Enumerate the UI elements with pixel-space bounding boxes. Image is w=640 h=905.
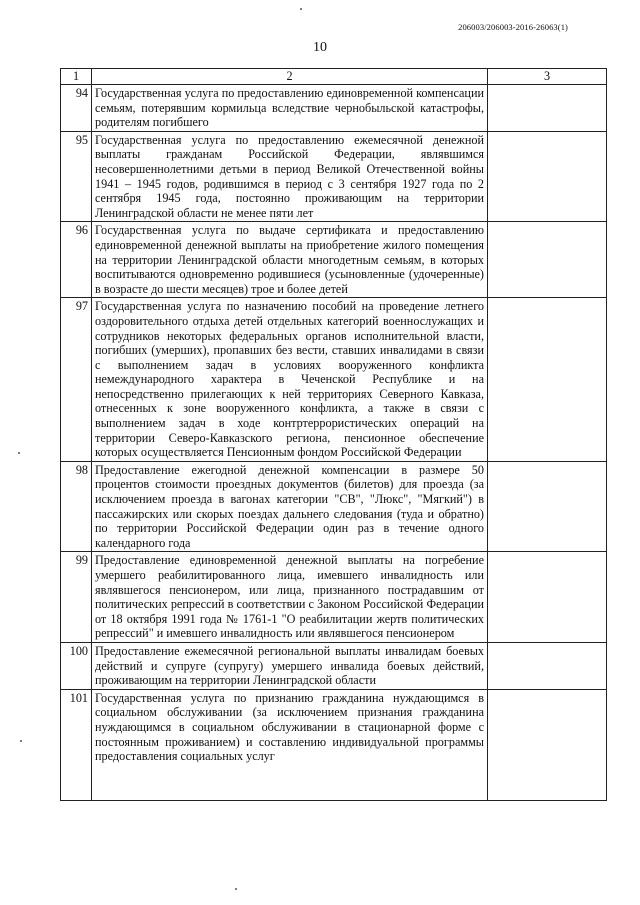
row-extra-cell: [488, 85, 607, 132]
service-description: Предоставление единовременной денежной выплаты на погребение умершего реабилитированного лица, имевшего инвалидность или являвшегося пенсионером, или лица, признанного пострадавшим от политических репрессий в соответствии с Законом Российской Федерации от 18 октября 1991 года № 1761-1 "О реабилитации жертв политических репрессий" и имевшего инвалидность или являвшегося пенсионером: [92, 552, 488, 643]
row-extra-cell: [488, 131, 607, 222]
service-description: Предоставление ежегодной денежной компенсации в размере 50 процентов стоимости проездных документов (билетов) для проезда (за исключением проезда в вагонах категории "СВ", "Люкс", "Мягкий") в пассажирских или скорых поездах дальнего следования (туда и обратно) по территории Российской Федерации один раз в течение одного календарного года: [92, 461, 488, 552]
table-row: [61, 461, 607, 552]
row-extra-cell: [488, 689, 607, 800]
row-extra-cell: [488, 642, 607, 689]
row-number: 95: [61, 131, 92, 222]
column-header-number: 1: [61, 69, 92, 85]
scan-speck: [235, 888, 237, 890]
row-number: 101: [61, 689, 92, 800]
row-number: 96: [61, 222, 92, 298]
scan-speck: [20, 740, 22, 742]
service-description: Государственная услуга по предоставлению ежемесячной денежной выплаты гражданам Российской Федерации, являвшимся несовершеннолетними детьми в период Великой Отечественной войны 1941 – 1945 годов, родившимся в период с 3 сентября 1927 года по 2 сентября 1945 года, постоянно проживающим на территории Ленинградской области не менее пяти лет: [92, 131, 488, 222]
row-number: 94: [61, 85, 92, 132]
column-header-service: 2: [92, 69, 488, 85]
document-code: 206003/206003-2016-26063(1): [458, 22, 568, 32]
row-extra-cell: [488, 552, 607, 643]
scan-speck: [300, 8, 302, 10]
table-header-row: [61, 69, 607, 85]
column-header-third: 3: [488, 69, 607, 85]
row-number: 99: [61, 552, 92, 643]
row-extra-cell: [488, 222, 607, 298]
row-extra-cell: [488, 298, 607, 462]
table-row: [61, 642, 607, 689]
table-row: [61, 298, 607, 462]
page-number: 10: [313, 40, 327, 55]
table-row: [61, 85, 607, 132]
row-number: 98: [61, 461, 92, 552]
scan-speck: [18, 452, 20, 454]
table-row: [61, 552, 607, 643]
service-description: Государственная услуга по предоставлению единовременной компенсации семьям, потерявшим кормильца вследствие чернобыльской катастрофы, родителям погибшего: [92, 85, 488, 132]
service-description: Государственная услуга по признанию гражданина нуждающимся в социальном обслуживании (за исключением признания гражданина нуждающимся в социальном обслуживании в стационарной форме с постоянным проживанием) и составлению индивидуальной программы предоставления социальных услуг: [92, 689, 488, 800]
services-table: [60, 68, 607, 801]
table-row: [61, 131, 607, 222]
service-description: Государственная услуга по назначению пособий на проведение летнего оздоровительного отдыха детей отдельных категорий военнослужащих и сотрудников некоторых федеральных органов исполнительной власти, погибших (умерших), пропавших без вести, ставших инвалидами в связи с выполнением задач в условиях вооруженного конфликта немеждународного характера в Чеченской Республике и на непосредственно прилегающих к ней территориях Северного Кавказа, отнесенных к зоне вооруженного конфликта, а также в связи с выполнением задач в ходе контртеррористических операций на территории Северо-Кавказского региона, пенсионное обеспечение которых осуществляется Пенсионным фондом Российской Федерации: [92, 298, 488, 462]
service-description: Предоставление ежемесячной региональной выплаты инвалидам боевых действий и супруге (супругу) умершего инвалида боевых действий, проживающим на территории Ленинградской области: [92, 642, 488, 689]
row-extra-cell: [488, 461, 607, 552]
table-row: [61, 222, 607, 298]
row-number: 97: [61, 298, 92, 462]
row-number: 100: [61, 642, 92, 689]
service-description: Государственная услуга по выдаче сертификата и предоставлению единовременной денежной выплаты на приобретение жилого помещения на территории Ленинградской области многодетным семьям, в которых воспитываются одновременно родившиеся (усыновленные (удочеренные) в возрасте до шести месяцев) трое и более детей: [92, 222, 488, 298]
table-row: [61, 689, 607, 800]
